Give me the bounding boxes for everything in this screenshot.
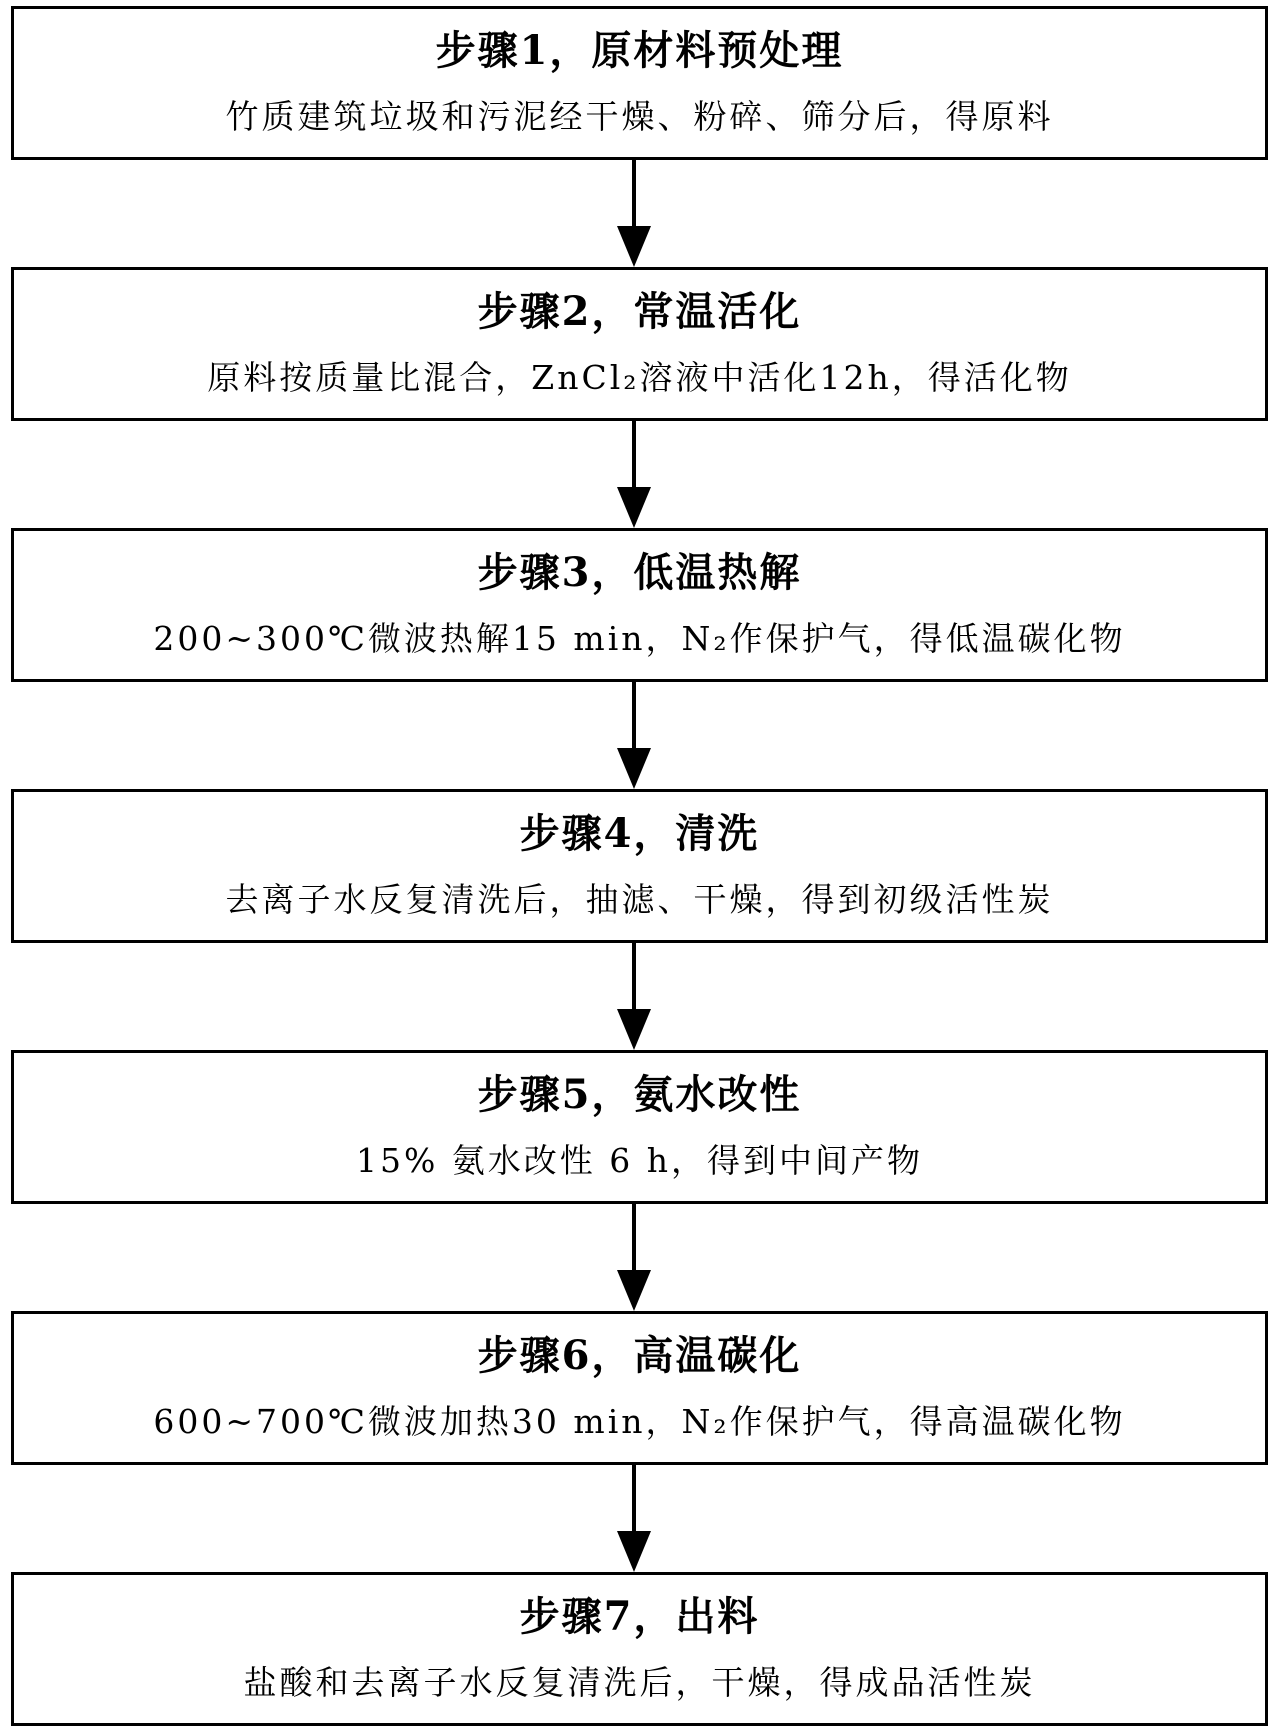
step-6-description: 600~700℃微波加热30 min，N₂作保护气，得高温碳化物 [153,1402,1126,1441]
step-2-title: 步骤2，常温活化 [477,288,802,335]
step-7-box [11,1572,1268,1726]
step-3-box [11,528,1268,682]
step-6-box [11,1311,1268,1465]
step-5-title: 步骤5，氨水改性 [477,1071,802,1118]
step-7-title: 步骤7，出料 [519,1593,760,1640]
flow-arrow-1-to-2 [614,160,654,267]
step-6-title: 步骤6，高温碳化 [477,1332,802,1379]
step-7-description: 盐酸和去离子水反复清洗后，干燥，得成品活性炭 [243,1663,1036,1702]
step-5-box [11,1050,1268,1204]
step-1-title: 步骤1，原材料预处理 [435,27,844,74]
step-4-box [11,789,1268,943]
step-2-description: 原料按质量比混合，ZnCl₂溶液中活化12h，得活化物 [207,358,1072,397]
step-1-description: 竹质建筑垃圾和污泥经干燥、粉碎、筛分后，得原料 [225,97,1054,136]
flow-arrow-6-to-7 [614,1465,654,1572]
flow-arrow-2-to-3 [614,421,654,528]
step-3-description: 200~300℃微波热解15 min，N₂作保护气，得低温碳化物 [153,619,1126,658]
step-5-description: 15% 氨水改性 6 h，得到中间产物 [355,1141,924,1180]
step-2-box [11,267,1268,421]
step-4-title: 步骤4，清洗 [519,810,760,857]
step-3-title: 步骤3，低温热解 [477,549,802,596]
flow-arrow-4-to-5 [614,943,654,1050]
flow-arrow-5-to-6 [614,1204,654,1311]
flow-arrow-3-to-4 [614,682,654,789]
step-1-box [11,6,1268,160]
step-4-description: 去离子水反复清洗后，抽滤、干燥，得到初级活性炭 [225,880,1054,919]
